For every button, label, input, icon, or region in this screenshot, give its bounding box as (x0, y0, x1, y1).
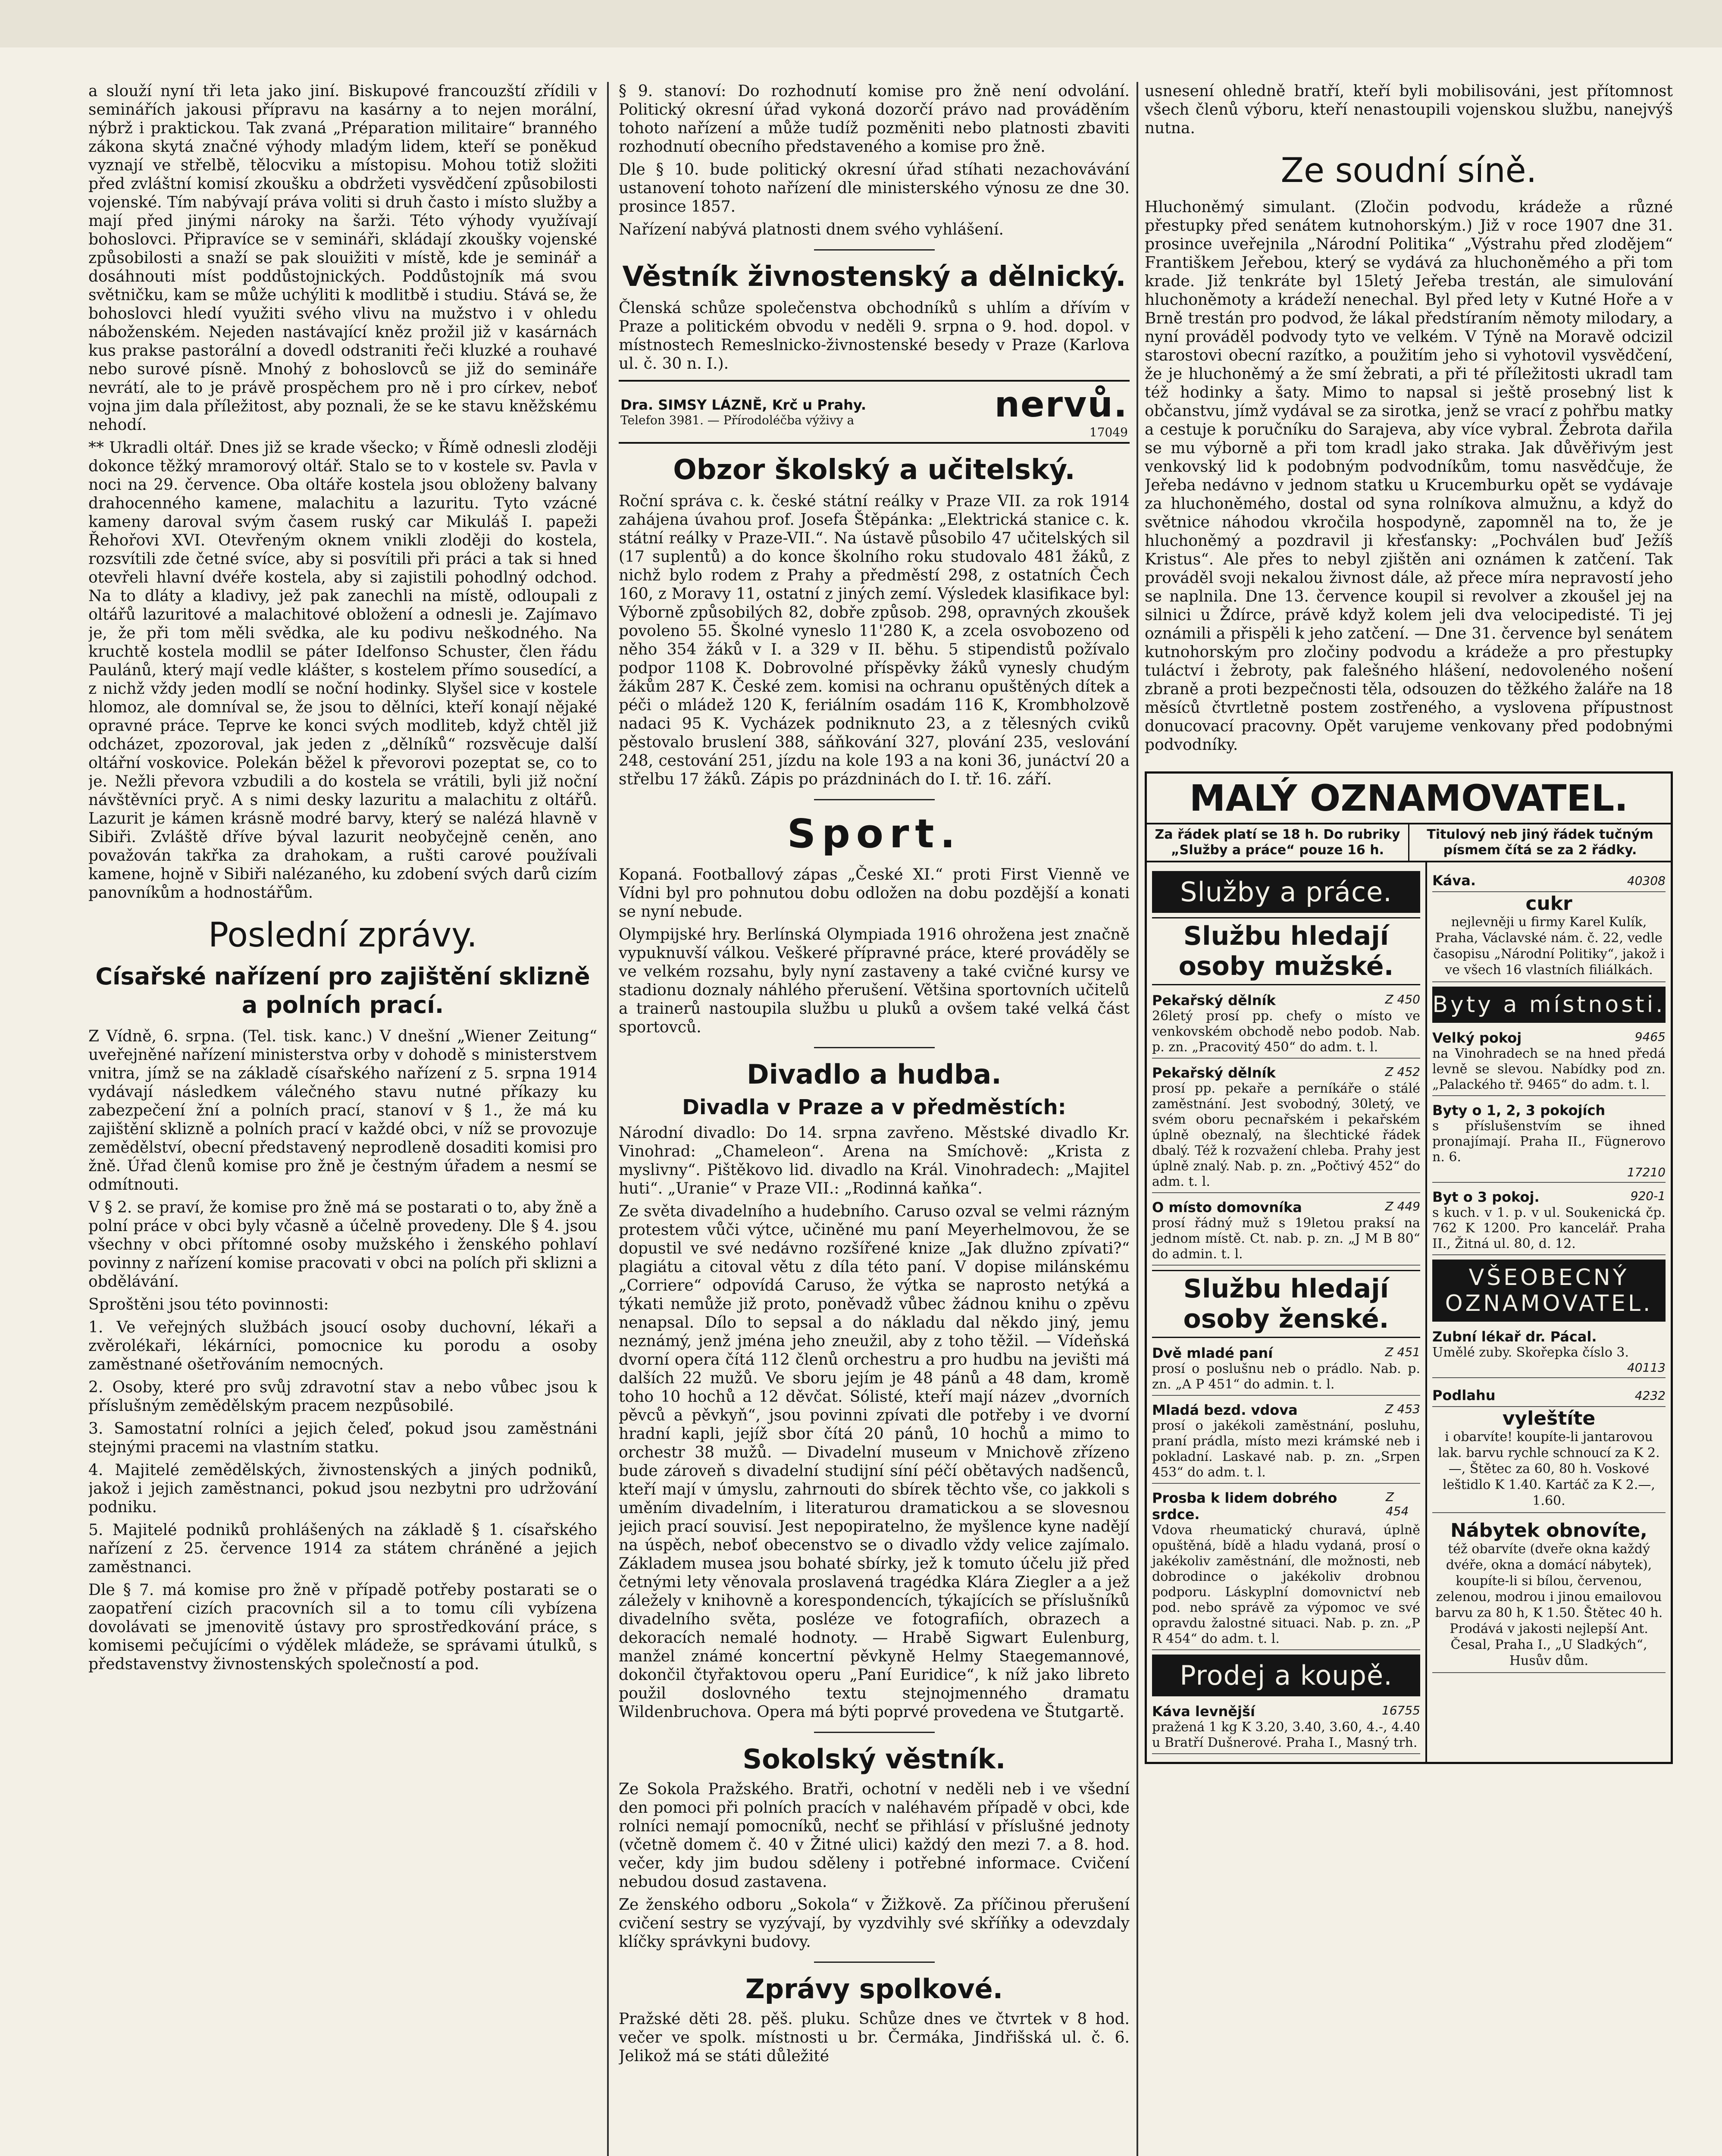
classified-ad (1432, 1517, 1666, 1673)
column-3 (1145, 82, 1673, 2156)
ad-title: Velký pokoj (1432, 1030, 1522, 1046)
column-rule (1137, 82, 1138, 2156)
column-rule (607, 82, 609, 2156)
category-heading: Službu hledají osoby mužské. (1152, 917, 1420, 985)
ad-text: pražená 1 kg K 3.20, 3.40, 3.60, 4.-, 4.40 u Bratří Dušnerové. Praha I., Masný trh. (1152, 1720, 1420, 1750)
section-heading: Poslední zprávy. (208, 916, 477, 955)
ad-text: s příslušenstvím se ihned pronajímají. Praha II., Fügnerovo n. 6. (1432, 1119, 1666, 1165)
category-banner: VŠEOBECNÝ OZNAMOVATEL. (1432, 1260, 1666, 1322)
section-heading: Věstník živnostenský a dělnický. (622, 261, 1126, 293)
article-text: ** Ukradli oltář. Dnes již se krade všecko; v Římě odnesli zloději dokonce těžký mramorový oltář. Stalo se to v kostele sv. Pavla v noci na 29. července. Oba oltáře kostela jsou obloženy balvany drahocenného kamene, malachitu a lazuritu. Tyto vzácné kameny daroval svým časem ruský car Mikuláš I. papeži Řehořovi XVI. Otevřeným oknem vnikli zloději do kostela, rozsvítili zde četné svíce, aby si posvítili při práci a tak si hned otevřeli hlavní dvéře kostela, aby si zajistili pohodlný odchod. Na to dláty a kladivy, jež pak zanechli na místě, odloupali z oltářů lazuritové a malachitové obložení a odnesli je. Zajímavo je, že při tom měli svědka, ale ku podivu neškodného. Na kruchtě kostela modlil se páter Idelfonso Schuster, člen řádu Paulánů, který mají vedle klášter, s kostelem přímo sousedící, a z nichž vždy jeden modlí se noční hodinky. Slyšel sice v kostele hlomoz, ale domníval se, že jsou to dělníci, kteří konají nějaké opravné práce. Teprve ke konci svých modliteb, když chtěl již odcházet, zpozoroval, jak jeden z „dělníků“ rozsvěcuje další oltářní voskovice. Polekán běžel k převorovi pozeptat se, co to je. Nežli převora vzbudili a do kostela se vrátili, byli již noční návštěvníci pryč. A s nimi desky lazuritu a malachitu z oltářů. Lazurit je kámen krásně modré barvy, který se nalézá hlavně v Sibiři. Zvláště dříve býval lazurit neobyčejně ceněn, ano považován takřka za drahokam, a rušti carové používali kamene, hojně v Sibiři nalézaného, ku zdobení svých darů cizím panovníkům a hodnostářům. (88, 439, 597, 902)
rate-text: Titulový neb jiný řádek tučným písmem čítá se za 2 řádky. (1408, 824, 1671, 861)
divider (814, 1047, 935, 1048)
section-heading: Sokolský věstník. (742, 1743, 1006, 1775)
classified-ad (1152, 1062, 1420, 1193)
ad-title: O místo domovníka (1152, 1199, 1302, 1216)
ad-text: Umělé zuby. Skořepka číslo 3. (1432, 1345, 1629, 1360)
ad-code: 9465 (1634, 1030, 1666, 1044)
article-text: Hluchoněmý simulant. (Zločin podvodu, krádeže a různé přestupky před senátem kutnohorským.) Již v roce 1907 dne 31. prosince uveřejnila „Národní Politika“ „Výstrahu před zlodějem“ Františkem Jeřebou, který se vydává za hluchoněmého a při tom krade. Již tenkráte byl 15letý Jeřeba trestán, ale simulování hluchoněmoty a krádeží nenechal. Byl před lety v Kutné Hoře a v Brně trestán pro podvod, že lákal předstíraním němoty milodary, a nyní prováděl podvody tyto ve velkém. V Týně na Moravě odcizil starostovi obecní razítko, a použitím jeho si vyhotovil vysvědčení, že je hluchoněmý a že smí žebrati, a při té příležitosti ukradl tam též hodinky a šaty. Mimo to napsal si ještě prosebný list k občanstvu, jímž vydával se za sirotka, jenž se vrací z pohřbu matky a cestuje k poručníku do Sarajeva, aby více vybral. Žebrota dařila se mu výborně a při tom kradl jako straka. Jak důvěřivým jest venkovský lid k podobným podvodníkům, tomu nasvědčuje, že Jeřeba nedávno v jednom statku u Krucemburku opět se vydávaje za hluchoněmého, dostal od syna rolníkova almužnu, a když do světnice náhodou vkročila hospodyně, zapomněl na to, že je hluchoněmý a pozdravil ji křesťansky: „Pochválen buď Ježíš Kristus“. Ale přes to nebyl zjištěn ani oznámen k zatčení. Tak prováděl svoji nekalou živnost dále, až přece míra nepravostí jeho se naplnila. Dne 13. července koupil si revolver a zkoušel jej na silnici u Ždírce, právě když kolem jeli dva velocipedisté. Ti jej oznámili a přispěli k jeho zatčení. — Dne 31. července byl senátem kutnohorským pro zločiny podvodu a krádeže a pro přestupky tuláctví i žebroty, pak falešného hlášení, nedovoleného nošení zbraně a proti bezpečnosti těla, odsouzen do těžkého žaláře na 18 měsíců čtvrtletně postem zostřeného, a vyslovena přípustnost donucovací pracovny. Opět varujeme venkovany před podobnými podvodníky. (1145, 198, 1673, 754)
divider (814, 249, 935, 251)
article-text: Ze ženského odboru „Sokola“ v Žižkově. Za příčinou přerušení cvičení sestry se vyzývají, by vyzdvihly své skříňky a odevzdaly klíčky správkyni budovy. (619, 1896, 1130, 1951)
classified-ad (1432, 1100, 1666, 1183)
article-text: 3. Samostatní rolníci a jejich čeleď, pokud jsou zaměstnáni stejnými pracemi na vlastním statku. (88, 1420, 597, 1456)
article-text: V § 2. se praví, že komise pro žně má se postarati o to, aby žně a polní práce v obci byly včasně a účelně provedeny. Dle § 4. jsou všechny v obci přítomné osoby mužského i ženského pohlaví povinny z nařízení komise pracovati v obci na polích při sklizni a obdělávání. (88, 1199, 597, 1291)
small-advertiser (1145, 771, 1673, 1764)
classified-ad (1152, 1342, 1420, 1396)
ad-title: Nábytek obnovíte, (1450, 1520, 1647, 1542)
small-ads-right (1427, 862, 1671, 1762)
small-ads-title: MALÝ OZNAMOVATEL. (1147, 774, 1671, 824)
article-text: 4. Majitelé zemědělských, živnostenských a jiných podniků, jakož i jejich zaměstnanci, pokud jsou nezbytni pro udržování podniku. (88, 1461, 597, 1516)
article-text: Olympijské hry. Berlínská Olympiada 1916 ohrožena jest značně vypuknuvší válkou. Veškeré přípravné práce, které prováděly se ve velkém rozsahu, byly nyní zastaveny a také cvičné kursy ve stadionu doznaly náhlého přerušení. Většina sportovních učitelů a trainerů nastoupila službu u pluků a ovšem také velká část sportovců. (619, 926, 1130, 1036)
divider (814, 799, 935, 800)
ad-title: Káva. (1432, 872, 1476, 889)
section-heading: Obzor školský a učitelský. (673, 454, 1075, 486)
ad-word: nervů. (994, 384, 1128, 425)
classified-ad (1152, 990, 1420, 1059)
article-text: usnesení ohledně bratří, kteří byli mobilisováni, jest přítomnost všech členů výboru, kteří nenastoupili vojenskou službu, nanejvýš nutna. (1145, 82, 1673, 137)
small-ads-rates (1147, 824, 1671, 862)
ad-number: 17049 (1089, 425, 1128, 439)
ad-text: Vdova rheumatický churavá, úplně opuštěná, bídě a hladu vydaná, prosí o jakékoliv zaměstnání, dle možnosti, neb dobrodince o jakékoliv drobnou podporu. Láskyplní domovnictví neb pod. nebo správě za výpomoc ve své opravdu žalostné situaci. Nab. p. zn. „P R 454“ do adm. t. l. (1152, 1523, 1420, 1646)
ad-code: 17210 (1627, 1165, 1666, 1179)
ad-keyword: vyleštíte (1502, 1407, 1596, 1429)
ad-name: Dra. SIMSY LÁZNĚ, Krč u Prahy. (620, 396, 866, 413)
ad-text: 26letý prosí pp. chefy o místo ve venkovském obchodě nebo podob. Nab. p. zn. „Pracovitý 450“ do adm. t. l. (1152, 1009, 1420, 1055)
article-text: Pražské děti 28. pěš. pluku. Schůze dnes ve čtvrtek v 8 hod. večer ve spolk. místnosti u br. Čermáka, Jindřišská ul. č. 6. Jelikož má se státi důležité (619, 2010, 1130, 2065)
ad-title: Pekařský dělník (1152, 992, 1276, 1009)
column-1 (88, 82, 597, 2156)
ad-keyword: cukr (1525, 893, 1572, 915)
ad-code: Z 452 (1385, 1065, 1420, 1079)
category-banner: Služby a práce. (1152, 871, 1420, 913)
column-2 (619, 82, 1130, 2156)
classified-ad (1432, 1186, 1666, 1255)
classified-ad (1432, 1382, 1666, 1513)
ad-code: Z 451 (1385, 1345, 1420, 1359)
article-text: Kopaná. Footballový zápas „České XI.“ proti First Vienně ve Vídni byl pro pohnutou dobu odložen na dobu pozdější a konati se nyní nebude. (619, 866, 1130, 921)
article-text: a slouží nyní tři leta jako jiní. Biskupové francouzští zřídili v seminářích jakousi přípravu na kasárny a to nejen morální, nýbrž i praktickou. Tak zvaná „Préparation militaire“ branného zákona skytá značné výhody mladým lidem, kteří se poněkud vyznají ve střelbě, tělocviku a místopisu. Mohou totiž složiti před zvláštní komisí zkoušku a obdržeti vysvědčení způsobilosti vojenské. Tím nabývají práva voliti si druh často i místo služby a mají před jinými nároky na šarži. Této výhody využívají bohoslovci. Připravíce se v semináři, skládají zkoušky vojenské způsobilosti a snaží se pak slouižiti v místě, kde je seminář a dosáhnouti míst poddůstojnických. Poddůstojník má svou světničku, kam se může uchýliti k modlitbě i studiu. Stává se, že bohoslovci hledí využiti svého vlivu na mužstvo i v ohledu náboženském. Nejeden nastávající kněz prožil již v kasárnách kus prakse pastorální a dovedl odstraniti řeči kluzké a rouhavé nebo surové písně. Mnohý z bohoslovců se již do semináře nevrátí, ale to je právě prospěchem pro ně i pro církev, neboť vojna jim dala příležitost, aby poznali, že se ke stavu kněžskému nehodí. (88, 82, 597, 434)
ad-code: Z 454 (1385, 1490, 1409, 1518)
divider (814, 1962, 935, 1963)
ad-title: Mladá bezd. vdova (1152, 1402, 1298, 1418)
classified-ad (1432, 1326, 1666, 1378)
article-text: Roční správa c. k. české státní reálky v Praze VII. za rok 1914 zahájena úvahou prof. Josefa Štěpánka: „Elektrická stanice c. k. státní reálky v Praze-VII.“. Na ústavě působilo 47 učitelských sil (17 suplentů) a do konce školního roku studovalo 481 žáků, z nichž bylo rodem z Prahy a předměstí 298, z ostatních Čech 160, z Moravy 11, ostatní z jiných zemí. Výsledek klasifikace byl: Výborně způsobilých 82, dobře způsob. 298, opravných zkoušek povoleno 55. Školné vyneslo 11'280 K, a zcela osvobozeno od něho 354 žáků v I. a 329 v II. běhu. 5 stipendistů požívalo podpor 1108 K. Dobrovolné příspěvky žáků vynesly chudým žákům 287 K. České zem. komisi na ochranu opuštěných dítek a péči o mládež 120 K, feriálním osadám 116 K, Krombholzově nadaci 95 K. Vycházek podniknuto 23, a z tělesných cviků pěstovalo bruslení 388, sáňkování 327, plování 235, veslování 248, cestování 251, jízdu na kole 193 a na koni 36, junáctví 20 a střelbu 17 žáků. Zápis po prázdninách do I. tř. 16. září. (619, 492, 1130, 788)
article-heading: Císařské nařízení pro zajištění sklizně a polních prací. (95, 963, 590, 1018)
article-text: 5. Majitelé podniků prohlášených na základě § 1. císařského nařízení z 25. července 1914 za státem chráněné a jejich zaměstnanci. (88, 1521, 597, 1576)
ad-title: Káva levnější (1152, 1703, 1255, 1720)
small-ads-grid (1147, 862, 1671, 1762)
article-text: 1. Ve veřejných službách jsoucí osoby duchovní, lékaři a zvěrolékaři, lékárníci, pomocnice ku porodu a osoby zaměstnané ošetřováním nemocných. (88, 1319, 597, 1373)
category-banner: Prodej a koupě. (1152, 1655, 1420, 1696)
classified-ad (1152, 1701, 1420, 1754)
category-heading: Službu hledají osoby ženské. (1152, 1270, 1420, 1338)
rate-text: Za řádek platí se 18 h. Do rubriky „Služby a práce“ pouze 16 h. (1155, 827, 1400, 858)
ad-code: 40113 (1627, 1360, 1666, 1375)
article-text: 2. Osoby, které pro svůj zdravotní stav a nebo vůbec jsou k příslušným zemědělským pracem nezpůsobilé. (88, 1379, 597, 1415)
article-text: Dle § 10. bude politický okresní úřad stíhati nezachovávání ustanovení tohoto nařízení dle ministerského výnosu ze dne 30. prosince 1857. (619, 161, 1130, 216)
ad-code: 920-1 (1630, 1189, 1666, 1203)
article-text: Sproštěni jsou této povinnosti: (88, 1296, 329, 1313)
ad-code: Z 450 (1385, 992, 1420, 1006)
ad-text: s kuch. v 1. p. v ul. Soukenická čp. 762 K 1200. Pro kancelář. Praha II., Žitná ul. 80, d. 12. (1432, 1205, 1666, 1251)
article-text: Nařízení nabývá platnosti dnem svého vyhlášení. (619, 221, 1004, 238)
article-text: § 9. stanoví: Do rozhodnutí komise pro žně není odvolání. Politický okresní úřad vykoná dozorčí právo nad prováděním tohoto nařízení a může tudíž pozměniti nebo platnosti zbaviti rozhodnutí obecního představeného a komise pro žně. (619, 82, 1130, 156)
ad-text: prosí pp. pekaře a perníkáře o stálé zaměstnání. Jest svobodný, 30letý, ve svém oboru pecnařském i pekařském úplně obeznalý, na šlechtické řádek dbalý. Též k rozvažení chleba. Prahy jest úplně znalý. Nab. p. zn. „Počtivý 452“ do adm. t. l. (1152, 1081, 1420, 1189)
ad-title: Pekařský dělník (1152, 1065, 1276, 1081)
classified-ad (1152, 1197, 1420, 1266)
ad-title: Podlahu (1432, 1387, 1496, 1404)
section-heading: Ze soudní síně. (1281, 151, 1537, 190)
category-banner: Byty a místnosti. (1432, 987, 1666, 1023)
article-text: Národní divadlo: Do 14. srpna zavřeno. Městské divadlo Kr. Vinohrad: „Chameleon“. Arena na Smíchově: „Krista z myslivny“. Pištěkovo lid. divadlo na Král. Vinohradech: „Majitel huti“. „Uranie“ v Praze VII.: „Rodinná kaňka“. (619, 1124, 1130, 1197)
ad-text: na Vinohradech se na hned předá levně se slevou. Nabídky pod zn. „Palackého tř. 9465“ do adm. t. l. (1432, 1046, 1666, 1092)
ad-text: nejlevněji u firmy Karel Kulík, Praha, Václavské nám. č. 22, vedle časopisu „Národní Politiky“, jakož i ve všech 16 vlastních filiálkách. (1433, 915, 1665, 978)
classified-ad (1152, 1399, 1420, 1484)
classified-ad (1152, 1487, 1420, 1650)
ad-text: i obarvíte! koupíte-li jantarovou lak. barvu rychle schnoucí za K 2.—, Štětec za 60, 80 h. Voskové leštidlo K 1.40. Kartáč za K 2.—, 1.60. (1438, 1429, 1660, 1508)
section-heading: Sport. (787, 811, 961, 857)
article-heading: Divadla v Praze a v předměstích: (682, 1095, 1066, 1119)
ad-code: Z 453 (1385, 1402, 1420, 1416)
ad-phone: Telefon 3981. — Přírodoléčba výživy a (620, 413, 855, 427)
divider (814, 1732, 935, 1733)
ad-code: 40308 (1627, 874, 1666, 888)
scan-margin (0, 0, 1722, 47)
spa-advertisement (619, 380, 1130, 444)
ad-title: Byty o 1, 2, 3 pokojích (1432, 1102, 1606, 1119)
article-text: Ze Sokola Pražského. Bratři, ochotní v neděli neb i ve všední den pomoci při polních pracích v naléhavém případě v obci, kde rolníci nemají pomocníků, nechť se přihlásí v příslušné jednoty (včetně domem č. 40 v Žitné ulici) každý den mezi 7. a 8. hod. večer, kdy jim budou sděleny i potřebné informace. Cvičení nebudou dosud zastavena. (619, 1780, 1130, 1891)
ad-text: též obarvíte (dveře okna každý dvéře, okna a domácí nábytek), koupíte-li si bílou, červenou, zelenou, modrou i jinou emailovou barvu za 80 h, K 1.50. Štětec 40 h. Prodává v jakosti nejlepší Ant. Česal, Praha I., „U Sladkých“, Husův dům. (1435, 1542, 1663, 1668)
ad-code: 4232 (1634, 1388, 1666, 1403)
ad-text: prosí o jakékoli zaměstnání, posluhu, praní prádla, místo mezi krámské neb i pokladní. Laskavé nab. p. zn. „Srpen 453“ do adm. t. l. (1152, 1418, 1420, 1480)
ad-title: Zubní lékař dr. Pácal. (1432, 1329, 1597, 1345)
section-heading: Zprávy spolkové. (745, 1973, 1003, 2005)
ad-code: 16755 (1381, 1703, 1420, 1717)
ad-title: Dvě mladé paní (1152, 1345, 1273, 1361)
ad-title: Byt o 3 pokoj. (1432, 1189, 1540, 1205)
ad-code: Z 449 (1385, 1199, 1420, 1213)
article-text: Ze světa divadelního a hudebního. Caruso ozval se velmi rázným protestem vůči výtce, učiněné mu paní Meyerhelmovou, že se dopustil ve své nedávno rozšířené knize „Jak dlužno zpívati?“ plagiátu a citoval větu z díla této paní. V dopise milánskému „Corriere“ odpovídá Caruso, že výtka se naprosto netýká a týkati nemůže již proto, poněvadž vůbec žádnou knihu o zpěvu nenapsal. Dílo to sepsal a do nákladu dal někdo jiný, jemu neznámý, jenž jména jeho zneužil, aby z toho těžil. — Vídeňská dvorní opera čítá 112 členů orchestru a pro hudbu na jevišti má dalších 22 mužů. Ve sboru jejím je 48 pánů a 48 dam, kromě toho 10 hochů a 12 děvčat. Sólisté, kteří mají název „dvorních pěvců a pěvkyň“, jsou povinni zpívati dle potřeby i ve dvorní hradní kapli, jejíž sbor čítá 20 pánů, 10 hochů a mimo to orchestr 38 mužů. — Divadelní museum v Mnichově zřízeno bude zároveň s divadelní studijní síní péčí obětavých nadšenců, kteří mají v úmyslu, zahrnouti do sbírek těchto vše, co jakkoli s uměním divadelním, i literaturou dramatickou a se slovesnou jejich prací souvisí. Jest nepopiratelno, že myšlence kyne nadějí na úspěch, neboť obecenstvo se o divadlo vždy velice zajímalo. Základem musea jsou bohaté sbírky, jež k tomuto účelu již před četnými lety věnovala proslavená tragédka Klára Ziegler a a jež záležely v knihovně a korespondencích, týkajících se příslušníků divadelního světa, posléze ve fotografiích, obrazech a dekoracích nemalé hodnoty. — Hrabě Sigwart Eulenburg, manžel známé koncertní pěvkyně Helmy Staegemannové, dokončil čtyřaktovou operu „Paní Euridice“, k níž jako libreto použil doslovného textu stejnojmenného dramatu Wildenbruchova. Opera má býti poprvé provedena ve Štutgartě. (619, 1203, 1130, 1721)
classified-ad (1432, 867, 1666, 982)
ad-title: Prosba k lidem dobrého srdce. (1152, 1490, 1337, 1523)
ad-text: prosí o poslušnu neb o prádlo. Nab. p. zn. „A P 451“ do admin. t. l. (1152, 1361, 1420, 1392)
article-text: Dle § 7. má komise pro žně v případě potřeby postarati se o zaopatření cizích pracovních sil a to tomu cíli vybízena dovolávati se jmenovitě ústavy pro sprostředkování práce, s komisemi pečujícími o výdělek mládeže, se správami útulků, s představenstvy živnostenských společností a pod. (88, 1581, 597, 1673)
article-text: Z Vídně, 6. srpna. (Tel. tisk. kanc.) V dnešní „Wiener Zeitung“ uveřejněné nařízení ministerstva orby v dohodě s ministerstvem vnitra, jímž se na základě císařského nařízení z 5. srpna 1914 vydávají následkem válečného stavu nutné příkazy ku zabezpečení žní a polních prací, stanoví v § 1., že má ku zajištění sklizně a polních prací v každé obci, v níž se provozuje zemědělství, obecní představený neprodleně dosaditi komisi pro žně. Úřad členů komise pro žně je čestným úřadem a nesmí se odmítnouti. (88, 1028, 597, 1194)
article-text: Členská schůze společenstva obchodníků s uhlím a dřívím v Praze a politickém obvodu v neděli 9. srpna o 9. hod. dopol. v místnostech Remeslnicko-živnostenské besedy v Praze (Karlova ul. č. 30 n. I.). (619, 299, 1130, 373)
classified-ad (1432, 1027, 1666, 1096)
ad-text: prosí řádný muž s 19letou praksí na jednom místě. Ct. nab. p. zn. „J M B 80“ do admin. t. l. (1152, 1216, 1420, 1262)
small-ads-left (1147, 862, 1427, 1762)
section-heading: Divadlo a hudba. (747, 1059, 1002, 1090)
